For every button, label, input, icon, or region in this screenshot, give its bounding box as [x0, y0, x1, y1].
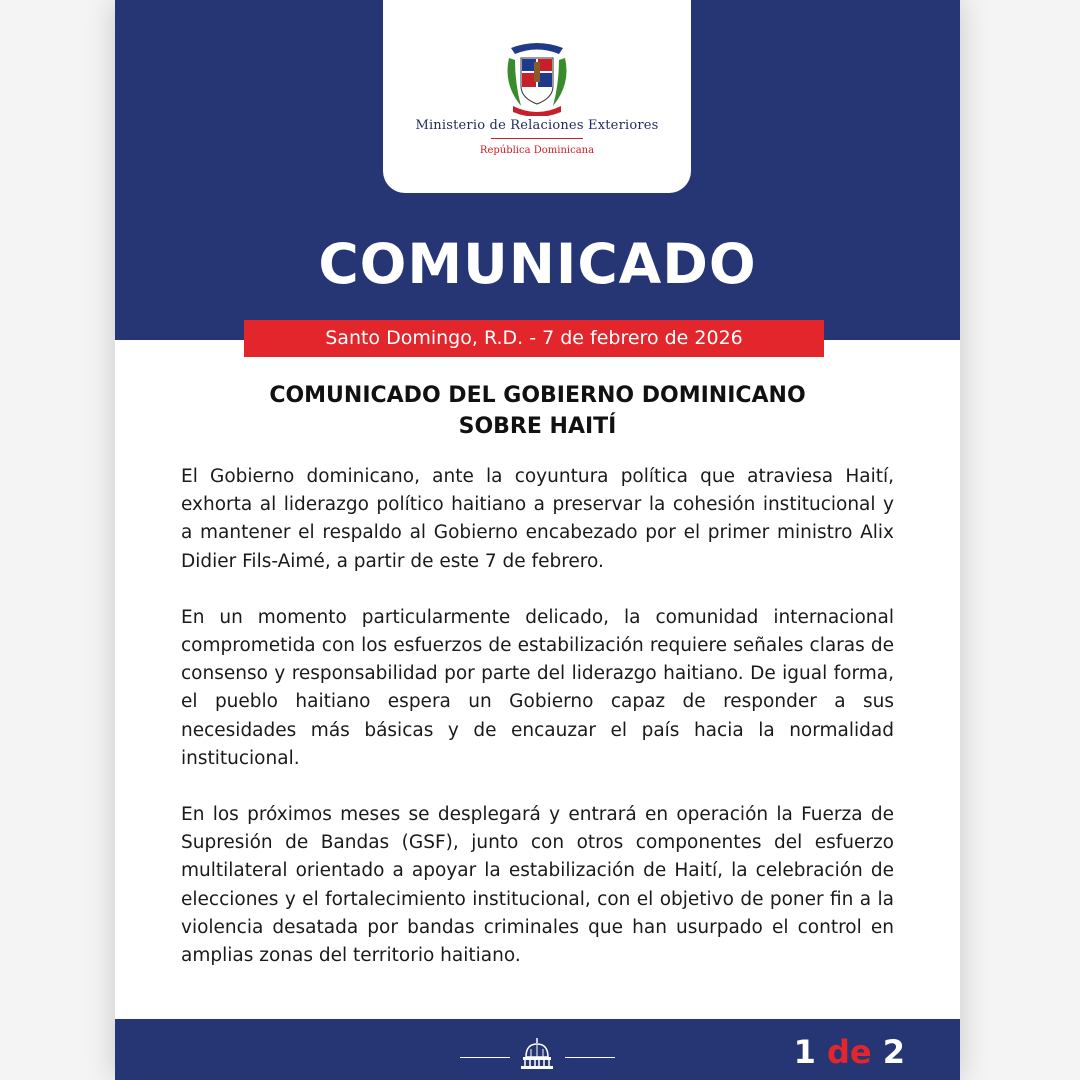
communique-body	[181, 463, 894, 998]
country-name: República Dominicana	[479, 145, 595, 156]
dateline-banner: Santo Domingo, R.D. - 7 de febrero de 2026	[244, 320, 824, 357]
paragraph-3: En los próximos meses se desplegará y entrará en operación la Fuerza de Supresión de Bandas (GSF), junto con otros componentes del esfuerzo multilateral orientado a apoyar la estabilización de Haití, la celebración de elecciones y el fortalecimiento institucional, con el objetivo de poner fin a la violencia desatada por bandas criminales que han usurpado el control en amplias zonas del territorio haitiano.	[181, 804, 894, 967]
header-band	[115, 0, 960, 340]
dome-icon	[518, 1035, 556, 1071]
paragraph-2: En un momento particularmente delicado, la comunidad internacional comprometida con los esfuerzos de estabilización requiere señales claras de consenso y responsabilidad por parte del liderazgo haitiano. De igual forma, el pueblo haitiano espera un Gobierno capaz de responder a sus necesidades más básicas y de encauzar el país hacia la normalidad institucional.	[181, 606, 894, 769]
footer-band	[115, 1019, 960, 1080]
page-indicator	[775, 1033, 905, 1071]
ministry-divider	[491, 138, 583, 139]
communique-heading	[115, 380, 960, 442]
heading-line-2: SOBRE HAITÍ	[458, 414, 617, 439]
heading-line-1: COMUNICADO DEL GOBIERNO DOMINICANO	[269, 383, 806, 408]
page-current: 1	[793, 1033, 816, 1071]
footer-divider-left	[460, 1057, 510, 1058]
ministry-logo-box	[383, 0, 691, 193]
page-total: 2	[882, 1033, 905, 1071]
page-separator: de	[826, 1033, 872, 1071]
footer-divider-right	[565, 1057, 615, 1058]
coat-of-arms-icon	[501, 36, 573, 116]
page-title: COMUNICADO	[318, 232, 757, 296]
communique-card	[115, 0, 960, 1080]
paragraph-1: El Gobierno dominicano, ante la coyuntura política que atraviesa Haití, exhorta al liderazgo político haitiano a preservar la cohesión institucional y a mantener el respaldo al Gobierno encabezado por el primer ministro Alix Didier Fils-Aimé, a partir de este 7 de febrero.	[181, 466, 894, 572]
ministry-name: Ministerio de Relaciones Exteriores	[415, 118, 659, 133]
